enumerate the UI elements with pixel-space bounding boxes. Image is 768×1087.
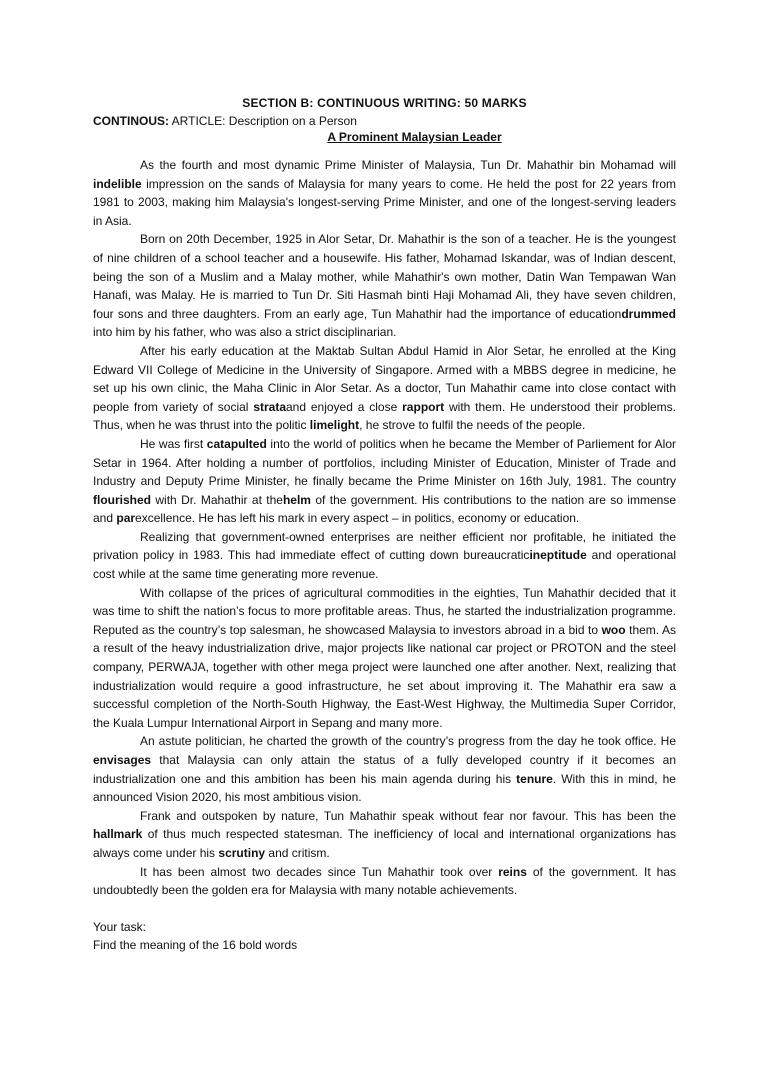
article-paragraph [93,435,676,528]
document-page [93,96,676,955]
bold-word: par [116,511,136,526]
bold-word: ineptitude [529,548,587,563]
paragraph-text: and critism. [265,845,330,860]
paragraph-text: into the world of politics when he became the Member of Parliement for Alor Setar in 1964. After holding a number of portfolios, including Minister of Education, Minister of Trade and Industry and Deputy Prime Minister, he finally became the Prime Minister on 16th July, 1981. The country [93,436,676,489]
bold-word: rapport [402,399,445,414]
article-title: A Prominent Malaysian Leader [327,130,502,144]
bold-word: reins [498,864,527,879]
task-label: Your task: [93,919,146,934]
bold-word: flourished [93,492,152,507]
paragraph-text: and operational cost while at the same time generating more revenue. [93,548,676,582]
paragraph-text: With collapse of the prices of agricultural commodities in the eighties, Tun Mahathir decided that it was time to shift the nation’s focus to more profitable areas. Thus, he started the industrialization programme. Reputed as the country’s top salesman, he showcased Malaysia to investors abroad in a bid to [93,585,676,637]
bold-word: indelible [93,176,142,191]
task-block [93,918,676,955]
bold-word: strata [253,399,286,414]
article-body [93,156,676,900]
paragraph-text: As the fourth and most dynamic Prime Minister of Malaysia, Tun Dr. Mahathir bin Mohamad will [140,158,676,172]
article-paragraph [93,863,676,900]
paragraph-text: of the government. It has undoubtedly been the golden era for Malaysia with many notable achievements. [93,864,677,898]
bold-word: catapulted [206,436,267,451]
paragraph-text: of the government. His contributions to the nation are so immense and [93,492,676,526]
article-paragraph [93,528,676,584]
article-paragraph [93,156,676,230]
article-paragraph [93,584,676,733]
paragraph-text: into him by his father, who was also a strict disciplinarian. [93,325,397,340]
bold-word: limelight [309,418,360,433]
paragraph-text: It has been almost two decades since Tun Mahathir took over [140,864,499,879]
paragraph-text: with Dr. Mahathir at the [151,492,283,507]
paragraph-text: Born on 20th December, 1925 in Alor Setar, Dr. Mahathir is the son of a teacher. He is the youngest of nine children of a school teacher and a housewife. His father, Mohamad Iskandar, was of Indian descent, being the son of a Muslim and a Malay mother, while Mahathir's own mother, Datin Wan Tempawan Wan Hanafi, was Malay. He is married to Tun Dr. Siti Hasmah binti Haji Mohamad Ali, they have seven children, four sons and three daughters. From an early age, Tun Mahathir had the importance of education [93,232,676,321]
section-title: SECTION B: CONTINUOUS WRITING: 50 MARKS [242,96,527,110]
paragraph-text: After his early education at the Maktab Sultan Abdul Hamid in Alor Setar, he enrolled at the King Edward VII College of Medicine in the University of Singapore. Armed with a MBBS degree in medicine, he set up his own clinic, the Maha Clinic in Alor Setar. As a doctor, Tun Mahathir came into close contact with people from variety of social [93,343,676,414]
paragraph-text: impression on the sands of Malaysia for many years to come. He held the post for 22 years from 1981 to 2003, making him Malaysia's longest-serving Prime Minister, and one of the longest-serving leaders in Asia. [93,176,676,228]
bold-word: drummed [621,306,676,321]
paragraph-text: that Malaysia can only attain the status of a fully developed country if it becomes an industrialization one and this ambition has been his main agenda during his [93,753,676,786]
paragraph-text: with them. He understood their problems. Thus, when he was thrust into the politic [93,399,676,433]
article-type-line [93,114,676,128]
paragraph-text: . With this in mind, he announced Vision 2020, his most ambitious vision. [93,771,676,805]
article-description: ARTICLE: Description on a Person [169,114,357,128]
bold-word: helm [282,492,311,507]
article-paragraph [93,342,676,435]
paragraph-text: Frank and outspoken by nature, Tun Mahathir speak without fear nor favour. This has been the [140,808,676,823]
paragraph-text: He was first [140,436,207,451]
paragraph-text: excellence. He has left his mark in every aspect – in politics, economy or education. [135,511,580,526]
paragraph-text: them. As a result of the heavy industrialization drive, major projects like national car project or PROTON and the steel company, PERWAJA, together with other mega project were launched one after another. Next, realizing that industrialization would require a good infrastructure, he set about improving it. The Mahathir era saw a successful completion of the North-South Highway, the East-West Highway, the Multimedia Super Corridor, the Kuala Lumpur International Airport in Sepang and many more. [93,622,676,730]
continuous-label: CONTINOUS: [93,114,169,128]
article-paragraph [93,807,676,863]
task-instruction: Find the meaning of the 16 bold words [93,938,298,953]
paragraph-text: Realizing that government-owned enterprises are neither efficient nor profitable, he initiated the privation policy in 1983. This had immediate effect of cutting down bureaucratic [93,529,676,563]
bold-word: scrutiny [218,845,266,860]
article-paragraph [93,230,676,342]
paragraph-text: An astute politician, he charted the growth of the country’s progress from the day he took office. He [140,734,676,749]
bold-word: envisages [93,753,152,767]
bold-word: woo [601,622,626,637]
bold-word: tenure [516,771,553,786]
article-paragraph [93,732,676,806]
paragraph-text: of thus much respected statesman. The inefficiency of local and international organizations has always come under his [93,827,676,860]
paragraph-text: and enjoyed a close [286,399,403,414]
paragraph-text: , he strove to fulfil the needs of the people. [359,418,586,433]
bold-word: hallmark [93,827,143,842]
